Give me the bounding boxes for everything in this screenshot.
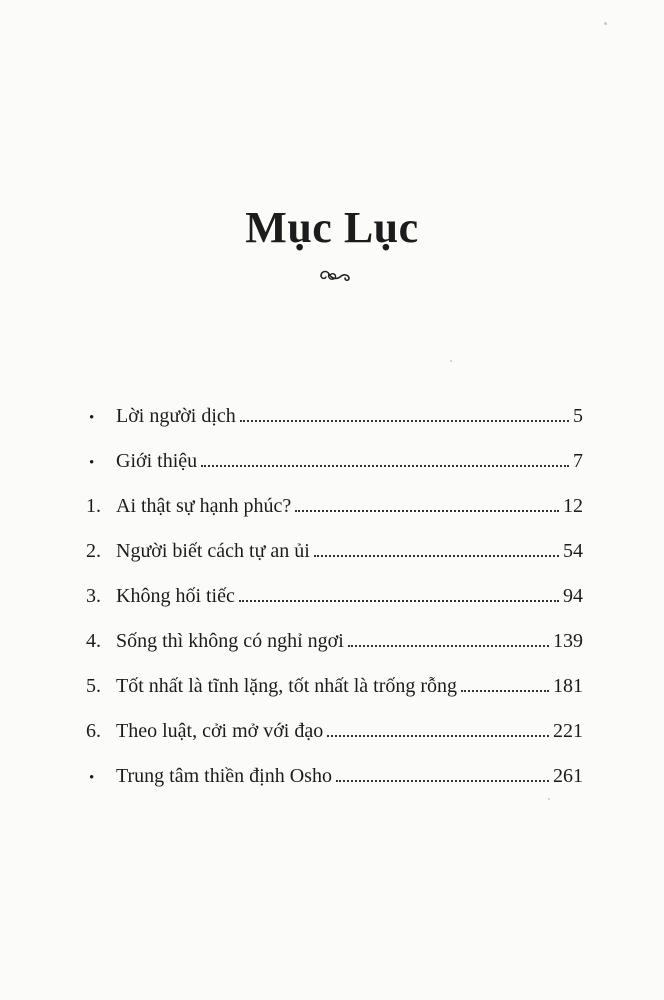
toc-marker: • — [89, 455, 95, 471]
toc-page-number: 54 — [563, 540, 583, 562]
toc-marker: 2. — [86, 540, 101, 562]
toc-page-number: 5 — [573, 405, 583, 427]
dot-leader — [336, 780, 549, 782]
dot-leader — [348, 645, 549, 647]
toc-title: Sống thì không có nghỉ ngơi — [116, 630, 344, 652]
dot-leader — [201, 465, 569, 467]
toc-entry[interactable] — [86, 398, 583, 443]
swash-ornament-icon — [318, 266, 352, 286]
toc-marker: 3. — [86, 585, 101, 607]
toc-page-number: 181 — [553, 675, 583, 697]
paper-speck — [604, 22, 607, 25]
toc-marker: 6. — [86, 720, 101, 742]
toc-title: Giới thiệu — [116, 450, 198, 472]
dot-leader — [461, 690, 549, 692]
toc-page-number: 94 — [563, 585, 583, 607]
dot-leader — [314, 555, 559, 557]
paper-speck — [450, 360, 452, 362]
paper-speck — [548, 798, 550, 800]
toc-title: Trung tâm thiền định Osho — [116, 765, 332, 787]
toc-title: Lời người dịch — [116, 405, 236, 427]
toc-entry[interactable] — [86, 533, 583, 578]
toc-page-number: 139 — [553, 630, 583, 652]
toc-entry[interactable] — [86, 758, 583, 803]
toc-entry[interactable] — [86, 443, 583, 488]
toc-page-number: 12 — [563, 495, 583, 517]
toc-title: Ai thật sự hạnh phúc? — [116, 495, 292, 517]
toc-page-number: 261 — [553, 765, 583, 787]
toc-marker: • — [89, 410, 95, 426]
toc-entry[interactable] — [86, 713, 583, 758]
toc-title: Tốt nhất là tĩnh lặng, tốt nhất là trống rỗng — [116, 675, 458, 697]
dot-leader — [295, 510, 559, 512]
toc-title: Theo luật, cởi mở với đạo — [116, 720, 324, 742]
toc-entry[interactable] — [86, 668, 583, 713]
toc-page-number: 221 — [553, 720, 583, 742]
dot-leader — [239, 600, 559, 602]
page-title: Mục Lục — [245, 203, 419, 252]
toc-entry[interactable] — [86, 623, 583, 668]
toc-marker: • — [89, 770, 95, 786]
toc-title: Không hối tiếc — [116, 585, 235, 607]
toc-marker: 4. — [86, 630, 101, 652]
toc-marker: 1. — [86, 495, 101, 517]
toc-page-number: 7 — [573, 450, 583, 472]
toc-entry[interactable] — [86, 488, 583, 533]
toc-title: Người biết cách tự an ủi — [116, 540, 310, 562]
toc-entry[interactable] — [86, 578, 583, 623]
dot-leader — [240, 420, 569, 422]
toc-marker: 5. — [86, 675, 101, 697]
table-of-contents — [86, 398, 583, 803]
dot-leader — [327, 735, 549, 737]
